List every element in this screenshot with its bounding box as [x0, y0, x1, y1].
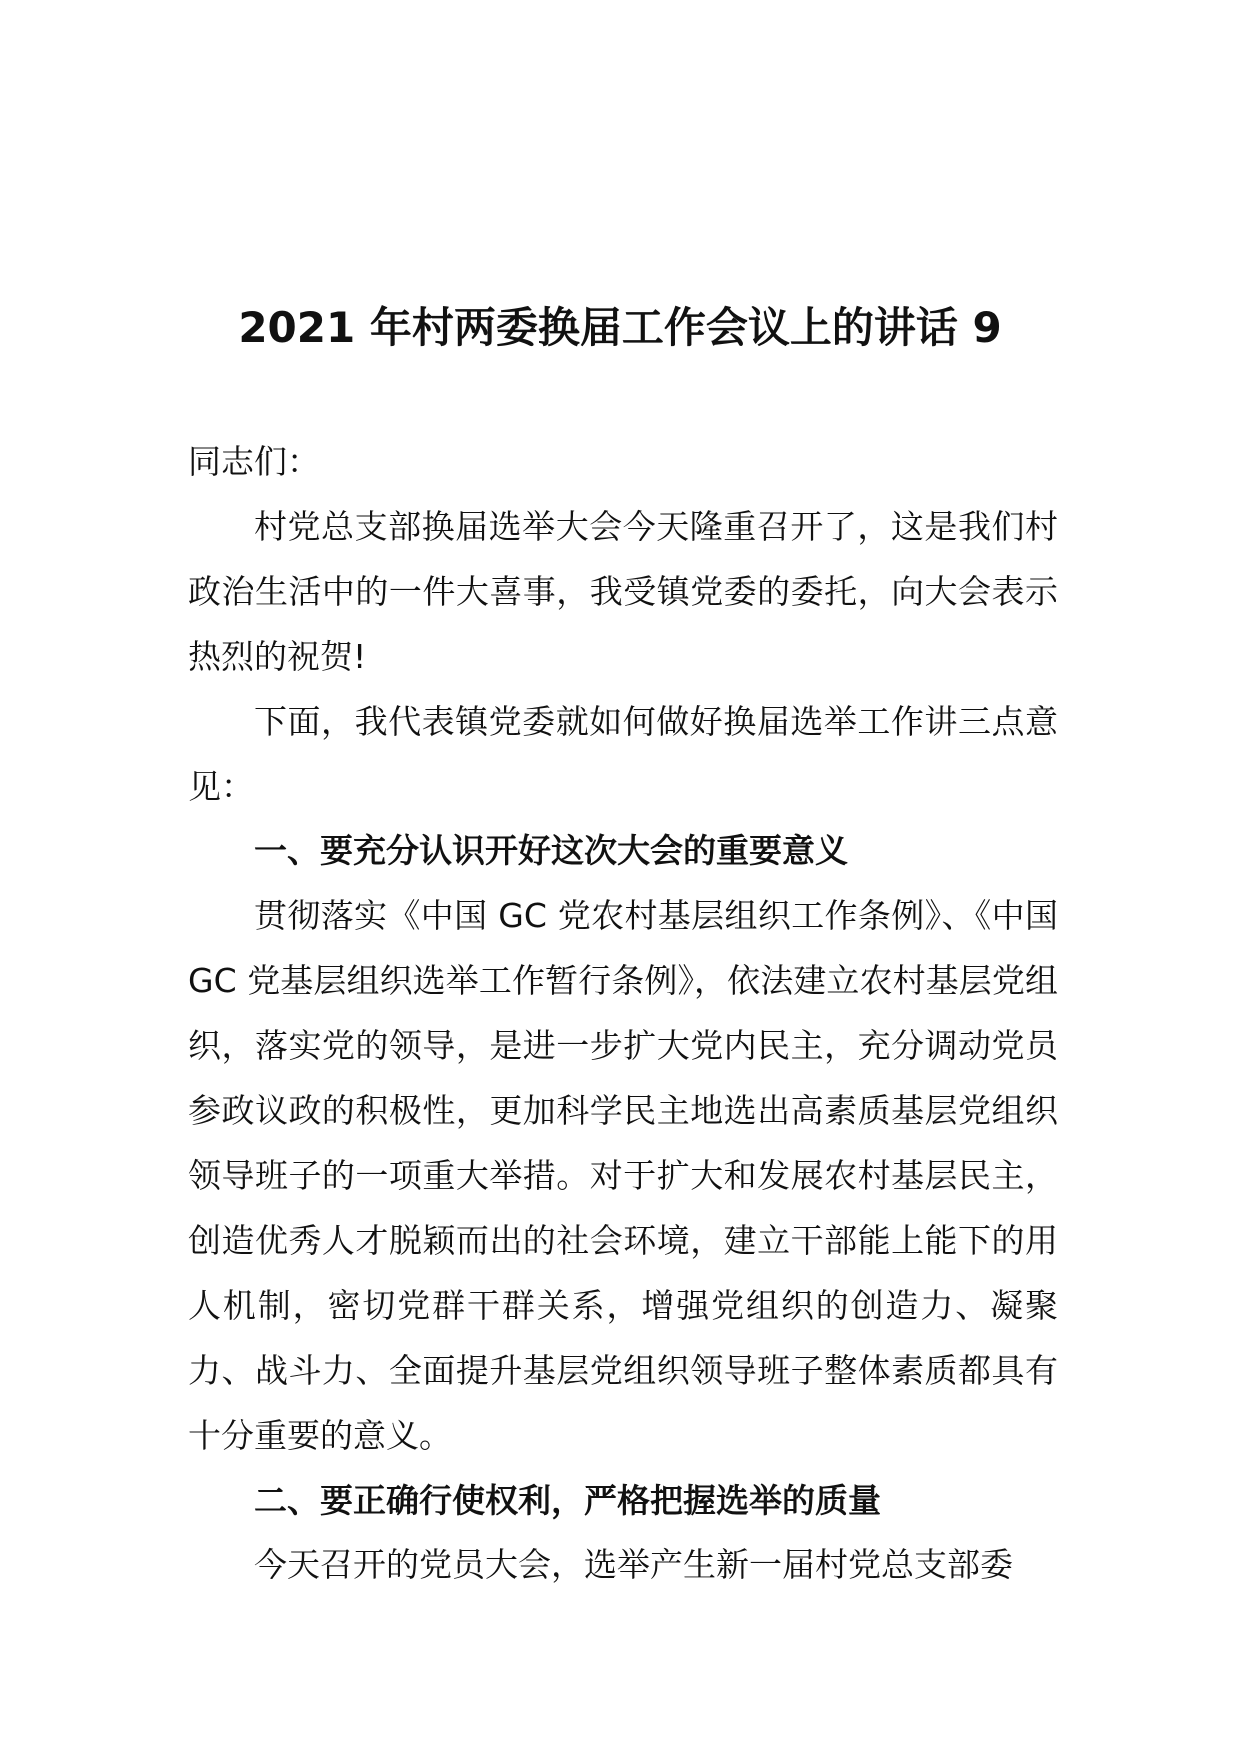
section-heading-1: 一、要充分认识开好这次大会的重要意义 — [254, 831, 848, 871]
section-paragraph-2: 今天召开的党员大会，选举产生新一届村党总支部委 — [254, 1545, 1013, 1585]
document-body — [188, 430, 1058, 1598]
paragraph-intro: 下面，我代表镇党委就如何做好换届选举工作讲三点意见： — [188, 701, 1058, 806]
section-paragraph-1: 贯彻落实《中国 GC 党农村基层组织工作条例》、《中国 GC 党基层组织选举工作暂行条例》，依法建立农村基层党组织，落实党的领导，是进一步扩大党内民主，充分调动党员参政议政的积极性，更加科学民主地选出高素质基层党组织领导班子的一项重大举措。对于扩大和发展农村基层民主，创造优秀人才脱颖而出的社会环境，建立干部能上能下的用人机制，密切党群干群关系，增强党组织的创造力、凝聚力、战斗力、全面提升基层党组织领导班子整体素质都具有十分重要的意义。 — [188, 896, 1058, 1455]
section-heading-2: 二、要正确行使权利，严格把握选举的质量 — [254, 1480, 881, 1520]
salutation: 同志们： — [188, 442, 320, 481]
document-title: 2021 年村两委换届工作会议上的讲话 9 — [238, 303, 1002, 352]
paragraph-opening: 村党总支部换届选举大会今天隆重召开了，这是我们村政治生活中的一件大喜事，我受镇党委的委托，向大会表示热烈的祝贺! — [188, 506, 1058, 676]
